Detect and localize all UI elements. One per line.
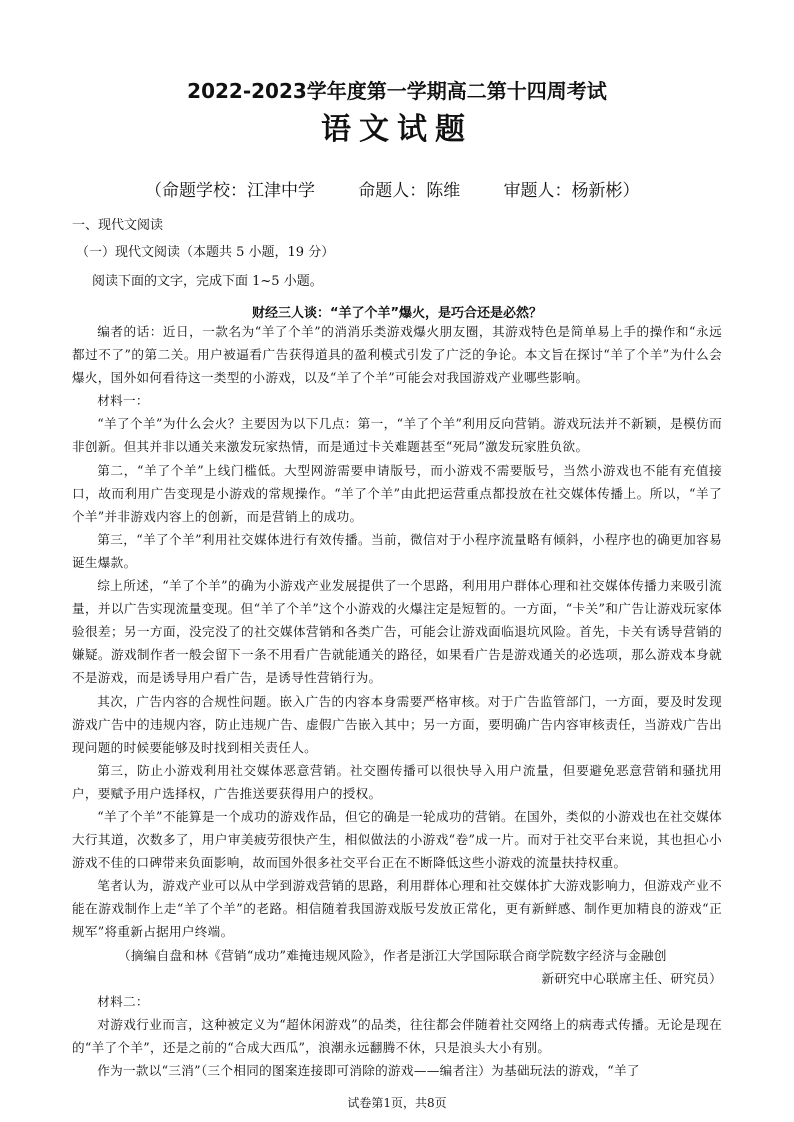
author-line (145, 176, 639, 201)
page-footer: 试卷第1页，共8页 (347, 1096, 447, 1110)
paragraph: 其次，广告内容的合规性问题。嵌入广告的内容本身需要严格审核。对于广告监管部门，一方面，要及时发现游戏广告中的违规内容，防止违规广告、虚假广告嵌入其中；另一方面，要明确广告内容审核责任，当游戏广告出现问题的时候要能够及时找到相关责任人。 (72, 693, 722, 755)
subject-title: 语文试题 (321, 112, 473, 147)
sub-section-heading: （一）现代文阅读（本题共 5 小题，19 分） (76, 245, 335, 260)
editor-note: 编者的话：近日，一款名为“羊了个羊”的消消乐类游戏爆火朋友圈，其游戏特色是简单易上手的操作和“永远都过不了”的第二关。用户被逼看广告获得道具的盈利模式引发了广泛的争论。本文旨在探讨“羊了个羊”为什么会爆火，国外如何看待这一类型的小游戏，以及“羊了个羊”可能会对我国游戏产业哪些影响。 (72, 324, 722, 386)
source-line-2: 新研究中心联席主任、研究员） (541, 970, 722, 986)
part-heading: 一、现代文阅读 (72, 218, 164, 233)
paragraph: 笔者认为，游戏产业可以从中学到游戏营销的思路，利用群体心理和社交媒体扩大游戏影响力，但游戏产业不能在游戏制作上走“羊了个羊”的老路。相信随着我国游戏版号发放正常化，更有新鲜感、制作更加精良的游戏“正规军”将重新占据用户终端。 (72, 878, 722, 940)
paragraph: 对游戏行业而言，这种被定义为“超休闲游戏”的品类，往往都会伴随着社交网络上的病毒式传播。无论是现在的“羊了个羊”，还是之前的“合成大西瓜”，浪潮永远翻腾不休，只是浪头大小有别。 (72, 1016, 722, 1055)
paragraph: 第三，“羊了个羊”利用社交媒体进行有效传播。当前，微信对于小程序流量略有倾斜，小程序也的确更加容易诞生爆款。 (72, 531, 722, 570)
paragraph: 综上所述，“羊了个羊”的确为小游戏产业发展提供了一个思路，利用用户群体心理和社交媒体传播力来吸引流量，并以广告实现流量变现。但“羊了个羊”这个小游戏的火爆注定是短暂的。一方面，“卡关”和广告让游戏玩家体验很差；另一方面，没完没了的社交媒体营销和各类广告，可能会让游戏面临退坑风险。首先，卡关有诱导营销的嫌疑。游戏制作者一般会留下一条不用看广告就能通关的路径，如果看广告是游戏通关的必选项，那么游戏本身就不是游戏，而是诱导用户看广告，是诱导性营销行为。 (72, 578, 722, 686)
setter-school: （命题学校：江津中学 (145, 181, 315, 201)
paragraph: 作为一款以“三消”（三个相同的图案连接即可消除的游戏——编者注）为基础玩法的游戏，“羊了 (97, 1063, 640, 1078)
source-citation (72, 944, 722, 990)
paragraph: 第二，“羊了个羊”上线门槛低。大型网游需要申请版号，而小游戏不需要版号，当然小游戏也不能有充值接口，故而利用广告变现是小游戏的常规操作。“羊了个羊”由此把运营重点都投放在社交媒体传播上。所以，“羊了个羊”并非游戏内容上的创新，而是营销上的成功。 (72, 462, 722, 524)
material-one-label: 材料一： (97, 393, 149, 409)
paragraph: “羊了个羊”为什么会火？主要因为以下几点：第一，“羊了个羊”利用反向营销。游戏玩法并不新颖，是模仿而非创新。但其并非以通关来激发玩家热情，而是通过卡关难题甚至“死局”激发玩家胜负欲。 (72, 416, 722, 455)
instruction-text: 阅读下面的文字，完成下面 1~5 小题。 (92, 274, 323, 289)
exam-title: 2022-2023学年度第一学期高二第十四周考试 (187, 79, 607, 103)
article-title: 财经三人谈：“羊了个羊”爆火，是巧合还是必然？ (251, 306, 543, 321)
setter-name: 命题人：陈维 (358, 181, 461, 201)
material-two-label: 材料二： (97, 993, 149, 1009)
reviewer-name: 审题人：杨新彬） (503, 181, 640, 201)
source-line-1: （摘编自盘和林《营销“成功”难掩违规风险》，作者是浙江大学国际联合商学院数字经济与金融创 (118, 947, 667, 963)
paragraph: 第三，防止小游戏利用社交媒体恶意营销。社交圈传播可以很快导入用户流量，但要避免恶意营销和骚扰用户，要赋予用户选择权，广告推送要获得用户的授权。 (72, 762, 722, 801)
paragraph: “羊了个羊”不能算是一个成功的游戏作品，但它的确是一轮成功的营销。在国外，类似的小游戏也在社交媒体大行其道，次数多了，用户审美疲劳很快产生，相似做法的小游戏“卷”成一片。而对于社交平台来说，其也担心小游戏不佳的口碑带来负面影响，故而国外很多社交平台正在不断降低这些小游戏的流量扶持权重。 (72, 808, 722, 871)
article-body (72, 320, 722, 1082)
